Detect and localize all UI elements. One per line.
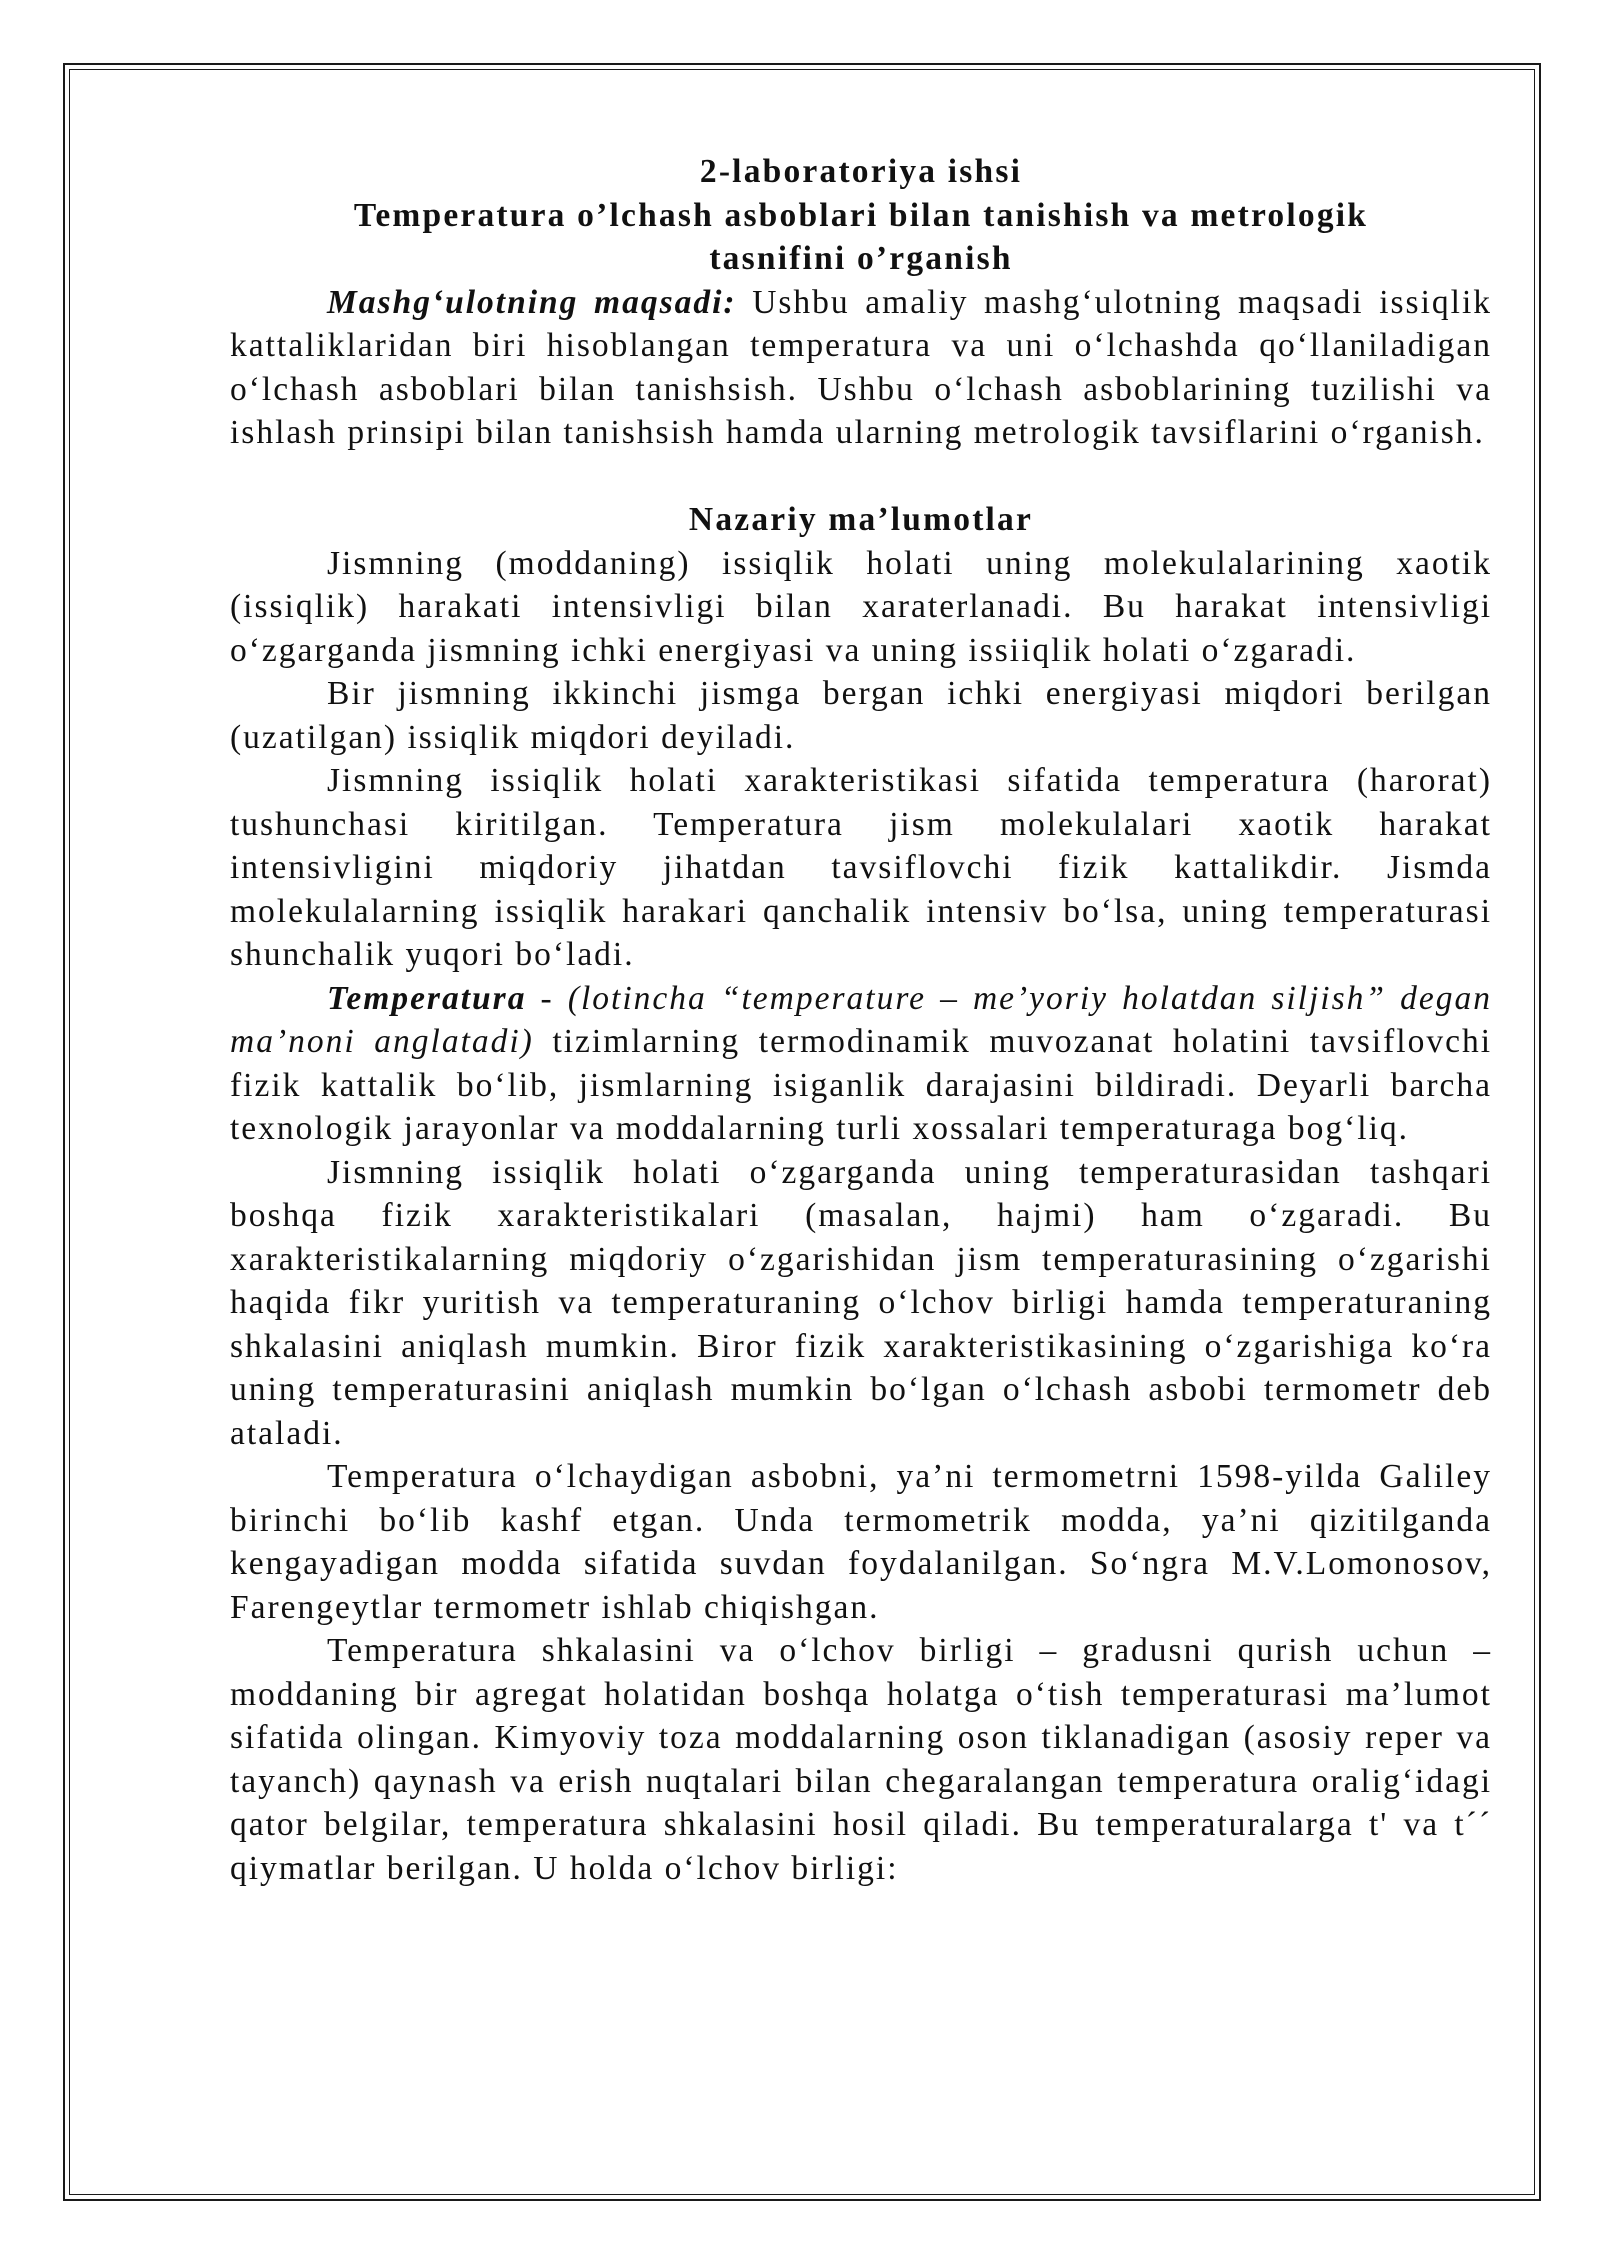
paragraph-1: Jismning (moddaning) issiqlik holati uning molekulalarining xaotik (issiqlik) harakati intensivligi bilan xaraterlanadi. Bu harakat intensivligi o‘zgarganda jismning ichki energiyasi va uning issiiqlik holati o‘zgaradi. [230, 544, 1492, 669]
document-title-line-3: tasnifini o’rganish [709, 240, 1013, 277]
section-gap [230, 455, 1492, 499]
paragraph-2: Bir jismning ikkinchi jismga bergan ichki energiyasi miqdori berilgan (uzatilgan) issiqlik miqdori deyiladi. [230, 675, 1492, 756]
paragraph-6: Temperatura o‘lchaydigan asbobni, ya’ni termometrni 1598-yilda Galiley birinchi bo‘lib kashf etgan. Unda termometrik modda, ya’ni qizitilganda kengayadigan modda sifatida suvdan foydalanilgan. So‘ngra M.V.Lomonosov, Farengeytlar termometr ishlab chiqishgan. [230, 1458, 1492, 1626]
purpose-label: Mashg‘ulotning maqsadi: [327, 283, 737, 321]
section-heading-theory: Nazariy ma’lumotlar [688, 501, 1034, 538]
temperature-etymology: - (lotincha “temperature – me’yoriy holatdan siljish” degan ma’noni anglatadi) [230, 979, 1492, 1060]
temperature-term: Temperatura [327, 979, 527, 1017]
temperature-definition: tizimlarning termodinamik muvozanat holatini tavsiflovchi fizik kattalik bo‘lib, jismlarning isiganlik darajasini bildiradi. Deyarli barcha texnologik jarayonlar va moddalarning turli xossalari temperaturaga bog‘liq. [230, 1023, 1492, 1147]
purpose-paragraph [230, 281, 1492, 455]
document-title-line-2: Temperatura o’lchash asboblari bilan tanishish va metrologik [353, 196, 1369, 234]
paragraph-3: Jismning issiqlik holati xarakteristikasi sifatida temperatura (harorat) tushunchasi kiritilgan. Temperatura jism molekulalari xaotik harakat intensivligini miqdoriy jihatdan tavsiflovchi fizik kattalikdir. Jismda molekulalarning issiqlik harakari qanchalik intensiv bo‘lsa, uning temperaturasi shunchalik yuqori bo‘ladi. [230, 762, 1492, 973]
paragraph-7: Temperatura shkalasini va o‘lchov birligi – gradusni qurish uchun – moddaning bir agregat holatidan boshqa holatga o‘tish temperaturasi ma’lumot sifatida olingan. Kimyoviy toza moddalarning oson tiklanadigan (asosiy reper va tayanch) qaynash va erish nuqtalari bilan chegaralangan temperatura oralig‘idagi qator belgilar, temperatura shkalasini hosil qiladi. Bu temperaturalarga t' va t´´ qiymatlar berilgan. U holda o‘lchov birligi: [230, 1632, 1492, 1887]
paragraph-4 [230, 977, 1492, 1151]
purpose-text: Ushbu amaliy mashg‘ulotning maqsadi issiqlik kattaliklaridan biri hisoblangan temperatura va uni o‘lchashda qo‘llaniladigan o‘lchash asboblari bilan tanishsish. Ushbu o‘lchash asboblarining tuzilishi va ishlash prinsipi bilan tanishsish hamda ularning metrologik tavsiflarini o‘rganish. [230, 283, 1493, 451]
paragraph-5: Jismning issiqlik holati o‘zgarganda uning temperaturasidan tashqari boshqa fizik xarakteristikalari (masalan, hajmi) ham o‘zgaradi. Bu xarakteristikalarning miqdoriy o‘zgarishidan jism temperaturasining o‘zgarishi haqida fikr yuritish va temperaturaning o‘lchov birligi hamda temperaturaning shkalasini aniqlash mumkin. Biror fizik xarakteristikasining o‘zgarishiga ko‘ra uning temperaturasini aniqlash mumkin bo‘lgan o‘lchash asbobi termometr deb ataladi. [230, 1153, 1492, 1452]
document-body [230, 150, 1492, 1890]
document-title-line-1: 2-laboratoriya ishsi [699, 153, 1023, 190]
